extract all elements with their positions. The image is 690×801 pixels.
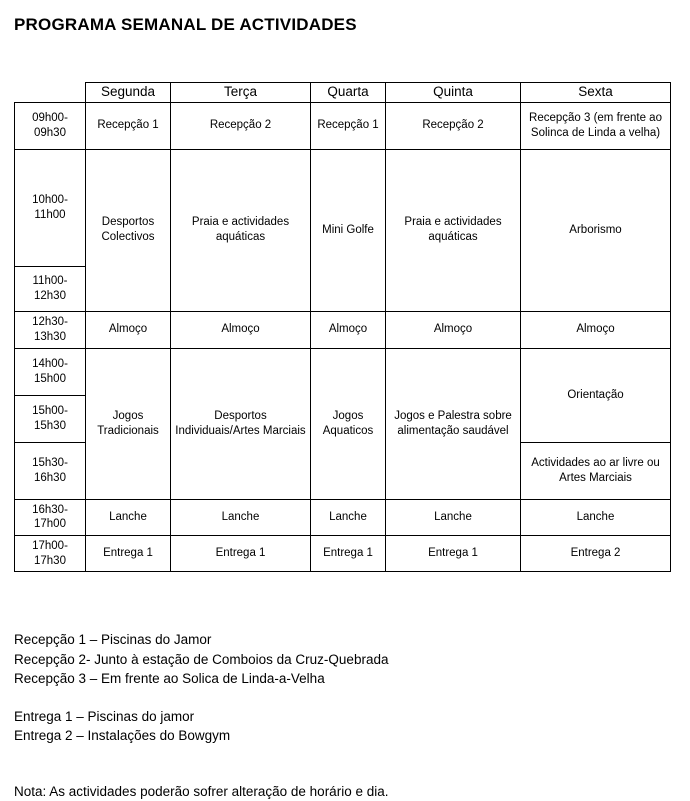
- cell-1630-sexta: Lanche: [521, 499, 671, 535]
- schedule-table-container: [14, 82, 670, 572]
- cell-1230-quinta: Almoço: [386, 311, 521, 348]
- cell-1530-sexta: Actividades ao ar livre ou Artes Marciais: [521, 442, 671, 499]
- cell-0900-segunda: Recepção 1: [86, 102, 171, 149]
- time-slot-1100: 11h00-12h30: [15, 266, 86, 311]
- weekly-schedule-table: [14, 82, 671, 572]
- time-slot-1500: 15h00-15h30: [15, 395, 86, 442]
- time-slot-1530: 15h30-16h30: [15, 442, 86, 499]
- cell-1000-segunda: Desportos Colectivos: [86, 149, 171, 311]
- cell-1000-quarta: Mini Golfe: [311, 149, 386, 311]
- legend-note: Nota: As actividades poderão sofrer alteração de horário e dia.: [14, 783, 389, 799]
- time-slot-1230: 12h30-13h30: [15, 311, 86, 348]
- cell-1700-segunda: Entrega 1: [86, 535, 171, 571]
- table-row-1000: [15, 149, 671, 266]
- header-day-quinta: Quinta: [386, 83, 521, 103]
- legend-item-recepcao-2: Recepção 2- Junto à estação de Comboios da Cruz-Quebrada: [14, 651, 389, 667]
- legend-group-deliveries: [14, 707, 654, 746]
- cell-0900-terca: Recepção 2: [171, 102, 311, 149]
- cell-1630-segunda: Lanche: [86, 499, 171, 535]
- cell-1700-quinta: Entrega 1: [386, 535, 521, 571]
- cell-0900-quinta: Recepção 2: [386, 102, 521, 149]
- header-day-quarta: Quarta: [311, 83, 386, 103]
- table-body: [15, 102, 671, 572]
- table-row-1700: [15, 535, 671, 571]
- cell-1000-terca: Praia e actividades aquáticas: [171, 149, 311, 311]
- cell-1000-quinta: Praia e actividades aquáticas: [386, 149, 521, 311]
- legend-section: [14, 630, 654, 801]
- time-slot-1000: 10h00-11h00: [15, 149, 86, 266]
- cell-1400-segunda: Jogos Tradicionais: [86, 348, 171, 499]
- legend-item-entrega-1: Entrega 1 – Piscinas do jamor: [14, 708, 195, 724]
- time-slot-1400: 14h00-15h00: [15, 348, 86, 395]
- cell-1400-terca: Desportos Individuais/Artes Marciais: [171, 348, 311, 499]
- cell-1700-sexta: Entrega 2: [521, 535, 671, 571]
- cell-1630-quarta: Lanche: [311, 499, 386, 535]
- header-day-sexta: Sexta: [521, 83, 671, 103]
- legend-item-recepcao-1: Recepção 1 – Piscinas do Jamor: [14, 632, 212, 647]
- header-day-terca: Terça: [171, 83, 311, 103]
- cell-1230-segunda: Almoço: [86, 311, 171, 348]
- page-title: PROGRAMA SEMANAL DE ACTIVIDADES: [14, 15, 357, 35]
- cell-1230-terca: Almoço: [171, 311, 311, 348]
- legend-item-entrega-2: Entrega 2 – Instalações do Bowgym: [14, 728, 231, 744]
- cell-1000-sexta: Arborismo: [521, 149, 671, 311]
- header-row: [15, 83, 671, 103]
- cell-1630-quinta: Lanche: [386, 499, 521, 535]
- cell-1400-quinta: Jogos e Palestra sobre alimentação saudável: [386, 348, 521, 499]
- time-slot-1700: 17h00-17h30: [15, 535, 86, 571]
- cell-0900-sexta: Recepção 3 (em frente ao Solinca de Linda a velha): [521, 102, 671, 149]
- time-slot-0900: 09h00-09h30: [15, 102, 86, 149]
- table-header: [15, 83, 671, 103]
- cell-1630-terca: Lanche: [171, 499, 311, 535]
- cell-1400-quarta: Jogos Aquaticos: [311, 348, 386, 499]
- header-time-column: [15, 83, 86, 103]
- legend-item-recepcao-3: Recepção 3 – Em frente ao Solica de Linda-a-Velha: [14, 671, 325, 687]
- table-row-1230: [15, 311, 671, 348]
- table-row-1630: [15, 499, 671, 535]
- cell-0900-quarta: Recepção 1: [311, 102, 386, 149]
- header-day-segunda: Segunda: [86, 83, 171, 103]
- table-row-1400: [15, 348, 671, 395]
- cell-1400-sexta: Orientação: [521, 348, 671, 442]
- cell-1230-sexta: Almoço: [521, 311, 671, 348]
- time-slot-1630: 16h30-17h00: [15, 499, 86, 535]
- cell-1700-quarta: Entrega 1: [311, 535, 386, 571]
- cell-1230-quarta: Almoço: [311, 311, 386, 348]
- cell-1700-terca: Entrega 1: [171, 535, 311, 571]
- table-row-0900: [15, 102, 671, 149]
- legend-group-receptions: [14, 630, 654, 689]
- legend-spacer: [14, 764, 654, 782]
